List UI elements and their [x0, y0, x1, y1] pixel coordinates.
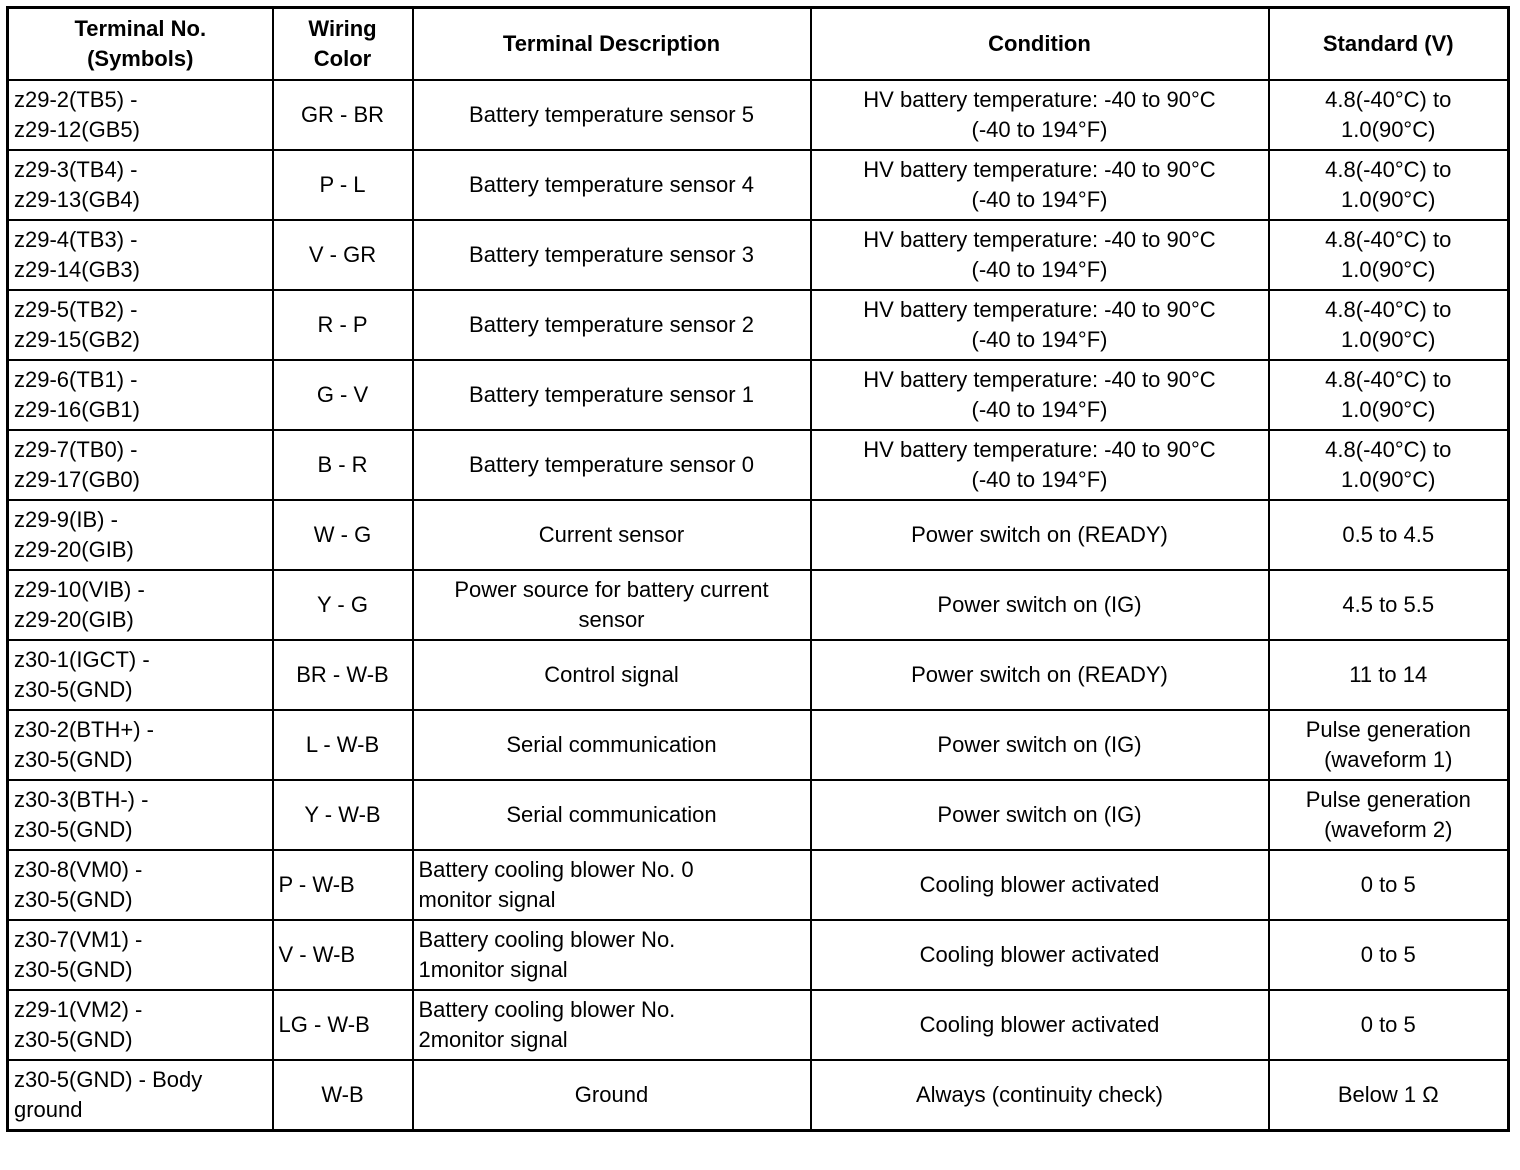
cell-terminal-description — [413, 780, 811, 850]
cell-standard-text: Pulse generation (waveform 2) — [1305, 787, 1471, 842]
table-row — [8, 360, 1509, 430]
cell-wiring-color — [273, 850, 413, 920]
cell-standard-text: 4.8(-40°C) to 1.0(90°C) — [1325, 157, 1452, 212]
table-row — [8, 710, 1509, 780]
cell-wiring-color-text: W - G — [313, 522, 372, 547]
cell-wiring-color — [273, 360, 413, 430]
cell-condition-text: Cooling blower activated — [919, 942, 1160, 967]
cell-terminal-description — [413, 220, 811, 290]
cell-standard-text: 0 to 5 — [1360, 872, 1416, 897]
cell-terminal — [8, 430, 273, 500]
cell-standard-text: 4.8(-40°C) to 1.0(90°C) — [1325, 437, 1452, 492]
cell-wiring-color-text: GR - BR — [300, 102, 385, 127]
table-row — [8, 640, 1509, 710]
cell-standard-text: 4.8(-40°C) to 1.0(90°C) — [1325, 297, 1452, 352]
cell-condition-text: Power switch on (IG) — [937, 732, 1142, 757]
cell-terminal — [8, 360, 273, 430]
cell-condition-text: HV battery temperature: -40 to 90°C (-40 to 194°F) — [863, 437, 1216, 492]
cell-terminal — [8, 80, 273, 150]
cell-terminal — [8, 920, 273, 990]
cell-terminal-text: z29-10(VIB) - z29-20(GIB) — [14, 577, 145, 632]
cell-terminal-description — [413, 570, 811, 640]
table-row — [8, 290, 1509, 360]
cell-condition-text: Power switch on (READY) — [911, 522, 1168, 547]
cell-wiring-color — [273, 710, 413, 780]
cell-condition — [811, 80, 1269, 150]
cell-terminal-description — [413, 990, 811, 1060]
header-standard: Standard (V) — [1269, 8, 1509, 81]
cell-condition-text: HV battery temperature: -40 to 90°C (-40 to 194°F) — [863, 87, 1216, 142]
cell-standard — [1269, 1060, 1509, 1131]
cell-terminal-text: z29-2(TB5) - z29-12(GB5) — [14, 87, 140, 142]
cell-terminal — [8, 780, 273, 850]
cell-terminal-text: z30-1(IGCT) - z30-5(GND) — [14, 647, 150, 702]
cell-terminal-text: z30-7(VM1) - z30-5(GND) — [14, 927, 143, 982]
cell-wiring-color — [273, 80, 413, 150]
cell-standard-text: 0 to 5 — [1360, 942, 1416, 967]
cell-condition — [811, 290, 1269, 360]
cell-terminal-text: z30-5(GND) - Body ground — [14, 1067, 203, 1122]
cell-wiring-color-text: G - V — [316, 382, 369, 407]
cell-condition-text: HV battery temperature: -40 to 90°C (-40 to 194°F) — [863, 297, 1216, 352]
header-terminal-description: Terminal Description — [413, 8, 811, 81]
cell-terminal — [8, 290, 273, 360]
cell-terminal-text: z29-5(TB2) - z29-15(GB2) — [14, 297, 140, 352]
cell-wiring-color — [273, 920, 413, 990]
cell-condition — [811, 360, 1269, 430]
cell-condition-text: Power switch on (IG) — [937, 592, 1142, 617]
table-body — [8, 80, 1509, 1131]
cell-terminal-description — [413, 920, 811, 990]
cell-terminal — [8, 640, 273, 710]
cell-standard — [1269, 500, 1509, 570]
cell-wiring-color-text: Y - W-B — [304, 802, 381, 827]
table-row — [8, 570, 1509, 640]
cell-terminal-text: z29-3(TB4) - z29-13(GB4) — [14, 157, 140, 212]
cell-terminal-description — [413, 850, 811, 920]
cell-standard — [1269, 850, 1509, 920]
cell-standard — [1269, 640, 1509, 710]
cell-condition-text: Cooling blower activated — [919, 872, 1160, 897]
cell-terminal-description-text: Current sensor — [538, 522, 685, 547]
cell-standard — [1269, 990, 1509, 1060]
cell-standard-text: 4.8(-40°C) to 1.0(90°C) — [1325, 367, 1452, 422]
cell-terminal-description — [413, 150, 811, 220]
cell-terminal-description — [413, 80, 811, 150]
cell-terminal-description-text: Battery temperature sensor 2 — [469, 312, 754, 337]
cell-wiring-color-text: L - W-B — [305, 732, 380, 757]
header-row — [8, 8, 1509, 81]
cell-standard — [1269, 710, 1509, 780]
cell-wiring-color-text: P - L — [319, 172, 366, 197]
header-condition: Condition — [811, 8, 1269, 81]
cell-terminal-text: z29-6(TB1) - z29-16(GB1) — [14, 367, 140, 422]
cell-terminal-description-text: Battery temperature sensor 0 — [469, 452, 754, 477]
cell-wiring-color — [273, 640, 413, 710]
cell-terminal-description — [413, 500, 811, 570]
cell-terminal — [8, 150, 273, 220]
cell-standard — [1269, 920, 1509, 990]
cell-wiring-color — [273, 990, 413, 1060]
cell-condition-text: Always (continuity check) — [916, 1082, 1163, 1107]
cell-standard-text: 11 to 14 — [1349, 662, 1428, 687]
cell-wiring-color-text: Y - G — [317, 592, 368, 617]
cell-terminal-description — [413, 640, 811, 710]
cell-wiring-color — [273, 780, 413, 850]
cell-condition-text: HV battery temperature: -40 to 90°C (-40 to 194°F) — [863, 227, 1216, 282]
cell-condition-text: Power switch on (IG) — [937, 802, 1142, 827]
cell-terminal-description-text: Battery temperature sensor 3 — [469, 242, 754, 267]
cell-condition — [811, 430, 1269, 500]
cell-wiring-color-text: V - GR — [308, 242, 377, 267]
cell-standard-text: 0 to 5 — [1360, 1012, 1416, 1037]
cell-terminal-text: z29-4(TB3) - z29-14(GB3) — [14, 227, 140, 282]
table-row — [8, 500, 1509, 570]
table-row — [8, 220, 1509, 290]
cell-condition-text: HV battery temperature: -40 to 90°C (-40 to 194°F) — [863, 367, 1216, 422]
cell-terminal — [8, 1060, 273, 1131]
cell-condition — [811, 500, 1269, 570]
cell-terminal — [8, 710, 273, 780]
cell-terminal-description — [413, 430, 811, 500]
cell-condition — [811, 1060, 1269, 1131]
cell-condition — [811, 150, 1269, 220]
cell-wiring-color-text: P - W-B — [278, 872, 355, 897]
cell-standard-text: 0.5 to 4.5 — [1342, 522, 1435, 547]
cell-standard-text: Below 1 Ω — [1337, 1082, 1439, 1107]
cell-standard — [1269, 80, 1509, 150]
cell-standard — [1269, 360, 1509, 430]
cell-standard — [1269, 220, 1509, 290]
cell-terminal-description-text: Serial communication — [506, 732, 717, 757]
cell-terminal-description-text: Battery cooling blower No. 2monitor signal — [418, 997, 676, 1052]
cell-terminal — [8, 850, 273, 920]
cell-terminal-description — [413, 360, 811, 430]
cell-terminal-text: z29-7(TB0) - z29-17(GB0) — [14, 437, 140, 492]
cell-standard-text: 4.8(-40°C) to 1.0(90°C) — [1325, 87, 1452, 142]
cell-condition — [811, 850, 1269, 920]
cell-wiring-color — [273, 500, 413, 570]
cell-wiring-color — [273, 430, 413, 500]
cell-terminal-description-text: Control signal — [544, 662, 679, 687]
cell-wiring-color — [273, 150, 413, 220]
cell-wiring-color — [273, 220, 413, 290]
header-wiring-color: Wiring Color — [273, 8, 413, 81]
cell-condition-text: Power switch on (READY) — [911, 662, 1168, 687]
cell-wiring-color-text: BR - W-B — [296, 662, 389, 687]
cell-terminal-description — [413, 710, 811, 780]
cell-terminal-description-text: Battery cooling blower No. 1monitor signal — [418, 927, 676, 982]
cell-terminal — [8, 220, 273, 290]
cell-terminal — [8, 990, 273, 1060]
cell-condition — [811, 990, 1269, 1060]
table-row — [8, 430, 1509, 500]
cell-condition — [811, 640, 1269, 710]
cell-condition — [811, 220, 1269, 290]
table-header — [8, 8, 1509, 81]
cell-condition — [811, 780, 1269, 850]
cell-wiring-color — [273, 290, 413, 360]
cell-standard — [1269, 150, 1509, 220]
table-row — [8, 920, 1509, 990]
cell-standard-text: 4.5 to 5.5 — [1342, 592, 1435, 617]
cell-terminal-text: z30-3(BTH-) - z30-5(GND) — [14, 787, 149, 842]
cell-terminal-text: z30-8(VM0) - z30-5(GND) — [14, 857, 143, 912]
cell-terminal-description-text: Power source for battery current sensor — [454, 577, 769, 632]
table-row — [8, 1060, 1509, 1131]
table-row — [8, 780, 1509, 850]
cell-terminal-description-text: Battery temperature sensor 5 — [469, 102, 754, 127]
cell-terminal-description-text: Serial communication — [506, 802, 717, 827]
cell-condition-text: Cooling blower activated — [919, 1012, 1160, 1037]
cell-condition — [811, 920, 1269, 990]
header-terminal: Terminal No. (Symbols) — [8, 8, 273, 81]
cell-wiring-color-text: R - P — [317, 312, 368, 337]
table-row — [8, 990, 1509, 1060]
cell-terminal — [8, 570, 273, 640]
table-row — [8, 80, 1509, 150]
cell-terminal-text: z30-2(BTH+) - z30-5(GND) — [14, 717, 154, 772]
cell-wiring-color-text: B - R — [317, 452, 368, 477]
cell-terminal-description — [413, 1060, 811, 1131]
cell-wiring-color-text: W-B — [321, 1082, 364, 1107]
cell-condition — [811, 570, 1269, 640]
cell-wiring-color — [273, 570, 413, 640]
cell-standard — [1269, 290, 1509, 360]
table-row — [8, 850, 1509, 920]
cell-terminal-text: z29-9(IB) - z29-20(GIB) — [14, 507, 134, 562]
cell-standard-text: Pulse generation (waveform 1) — [1305, 717, 1471, 772]
terminal-spec-table — [6, 6, 1510, 1132]
cell-terminal-description-text: Battery temperature sensor 4 — [469, 172, 754, 197]
table-row — [8, 150, 1509, 220]
cell-terminal-description-text: Battery cooling blower No. 0 monitor signal — [418, 857, 694, 912]
cell-terminal-text: z29-1(VM2) - z30-5(GND) — [14, 997, 143, 1052]
cell-condition-text: HV battery temperature: -40 to 90°C (-40 to 194°F) — [863, 157, 1216, 212]
cell-standard-text: 4.8(-40°C) to 1.0(90°C) — [1325, 227, 1452, 282]
cell-wiring-color — [273, 1060, 413, 1131]
cell-wiring-color-text: V - W-B — [278, 942, 356, 967]
cell-standard — [1269, 430, 1509, 500]
cell-terminal-description-text: Ground — [574, 1082, 649, 1107]
cell-terminal — [8, 500, 273, 570]
cell-terminal-description — [413, 290, 811, 360]
cell-condition — [811, 710, 1269, 780]
cell-terminal-description-text: Battery temperature sensor 1 — [469, 382, 754, 407]
cell-standard — [1269, 570, 1509, 640]
cell-wiring-color-text: LG - W-B — [278, 1012, 370, 1037]
cell-standard — [1269, 780, 1509, 850]
